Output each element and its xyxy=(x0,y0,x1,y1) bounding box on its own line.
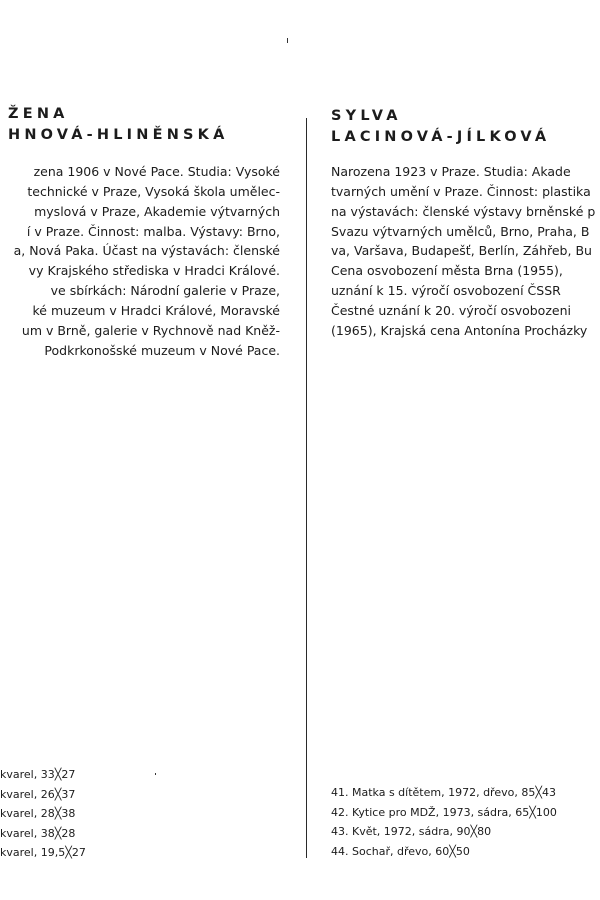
bio-line: ké muzeum v Hradci Králové, Moravské xyxy=(32,302,280,318)
catalog-entry: 44. Sochař, dřevo, 60╳50 xyxy=(331,844,470,858)
catalog-entry: kvarel, 28╳38 xyxy=(0,807,76,821)
bio-line: Čestné uznání k 20. výročí osvobozeni xyxy=(331,302,571,318)
bio-line: technické v Praze, Vysoká škola umělec- xyxy=(27,183,280,199)
bio-line: zena 1906 v Nové Pace. Studia: Vysoké xyxy=(33,164,280,179)
bio-line: (1965), Krajská cena Antonína Procházky xyxy=(331,322,588,338)
catalog-entry: kvarel, 38╳28 xyxy=(0,826,76,840)
bio-line: tvarných umění v Praze. Činnost: plastika xyxy=(331,183,591,199)
bio-line: Svazu výtvarných umělců, Brno, Praha, B xyxy=(331,223,590,239)
left-artist-heading xyxy=(8,104,229,146)
bio-line: Cena osvobození města Brna (1955), xyxy=(331,263,563,279)
right-artist-heading xyxy=(331,106,550,148)
bio-line: í v Praze. Činnost: malba. Výstavy: Brno, xyxy=(26,223,280,239)
bio-line: uznání k 15. výročí osvobození ČSSR xyxy=(331,283,561,299)
catalog-entry: 43. Květ, 1972, sádra, 90╳80 xyxy=(331,825,492,839)
right-catalog-list xyxy=(331,783,557,861)
bio-line: Podkrkonošské muzeum v Nové Pace. xyxy=(44,342,280,358)
bio-line: va, Varšava, Budapešť, Berlín, Záhřeb, Bu xyxy=(331,243,592,259)
catalog-entry: 41. Matka s dítětem, 1972, dřevo, 85╳43 xyxy=(331,786,556,799)
left-biography xyxy=(14,162,280,360)
catalog-entry: kvarel, 33╳27 xyxy=(0,768,76,781)
left-heading-line: ŽENA xyxy=(8,106,69,122)
catalog-entry: kvarel, 26╳37 xyxy=(0,787,76,801)
left-heading-line: HNOVÁ-HLINĚNSKÁ xyxy=(8,127,229,143)
print-speck-top xyxy=(287,38,288,43)
left-catalog-list xyxy=(0,765,86,863)
bio-line: um v Brně, galerie v Rychnově nad Kněž- xyxy=(21,322,280,338)
right-heading-line: LACINOVÁ-JÍLKOVÁ xyxy=(331,129,551,145)
right-heading-line: SYLVA xyxy=(331,108,402,124)
bio-line: ve sbírkách: Národní galerie v Praze, xyxy=(50,283,280,299)
bio-line: Narozena 1923 v Praze. Studia: Akade xyxy=(331,164,571,179)
right-biography xyxy=(331,162,595,341)
bio-line: a, Nová Paka. Účast na výstavách: členské xyxy=(13,243,280,259)
bio-line: myslová v Praze, Akademie výtvarných xyxy=(34,203,280,219)
catalog-entry: 42. Kytice pro MDŽ, 1973, sádra, 65╳100 xyxy=(331,805,557,819)
column-divider xyxy=(306,118,307,858)
bio-line: vy Krajského střediska v Hradci Králové. xyxy=(28,263,280,279)
catalog-entry: kvarel, 19,5╳27 xyxy=(0,846,86,860)
print-speck-middle xyxy=(155,773,156,775)
bio-line: na výstavách: členské výstavy brněnské p xyxy=(331,203,596,219)
